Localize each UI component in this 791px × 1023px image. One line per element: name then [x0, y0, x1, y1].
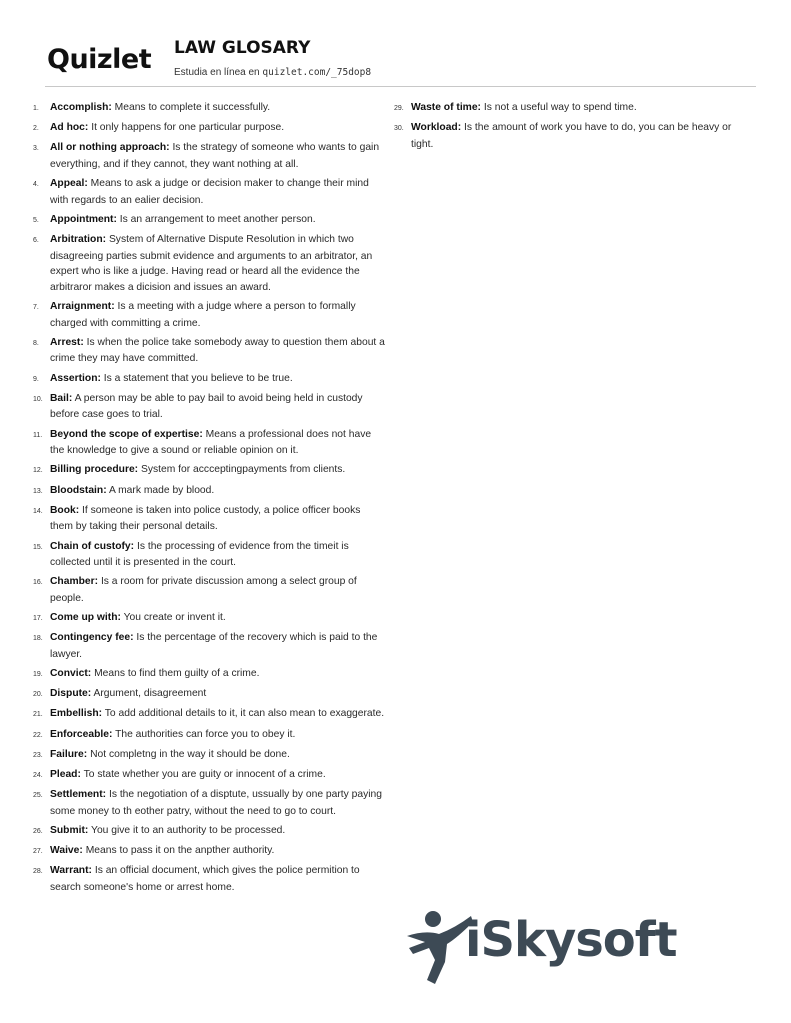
term-word: Arraignment: [50, 301, 115, 313]
subtitle-prefix: Estudia en línea en [174, 67, 263, 78]
term-definition: A person may be able to pay bail to avoid being held in custody before case goes to trial. [50, 392, 363, 421]
term-word: Convict: [50, 668, 92, 680]
watermark-text: iSkysoft [465, 912, 677, 968]
term-word: Bail: [50, 392, 73, 404]
glossary-term [33, 610, 385, 627]
term-definition: Is the strategy of someone who wants to gain everything, and if they cannot, they want nothing at all. [50, 142, 380, 170]
term-definition: Is an official document, which gives the police permition to search someone's home or arrest home. [50, 865, 360, 893]
term-definition: Is a statement that you believe to be true. [103, 372, 293, 384]
term-definition: To state whether you are guity or innocent of a crime. [83, 769, 326, 781]
term-number: 7. [33, 304, 39, 312]
term-word: Billing procedure: [50, 464, 139, 476]
glossary-term [394, 100, 744, 117]
term-definition: If someone is taken into police custody, a police officer books them by taking their personal details. [50, 504, 361, 533]
term-definition: A mark made by blood. [108, 484, 215, 496]
term-number: 22. [33, 731, 43, 739]
term-definition: It only happens for one particular purpose. [91, 122, 285, 134]
header-divider [45, 86, 756, 87]
term-number: 8. [33, 339, 39, 347]
term-word: Embellish: [50, 708, 103, 720]
glossary-term [33, 335, 385, 367]
term-definition: System of Alternative Dispute Resolution in which two disagreeing parties submit evidence and arguments to an arbitrator, an expert who is like a judge. Having read or heard all the evidence the arbitraror makes a dicision and issues an award. [50, 234, 373, 293]
glossary-term [33, 483, 385, 500]
glossary-term [33, 666, 385, 683]
term-number: 2. [33, 125, 39, 133]
term-definition: Is the percentage of the recovery which is paid to the lawyer. [50, 632, 378, 660]
glossary-term [33, 503, 385, 535]
term-word: Plead: [50, 769, 81, 781]
glossary-term [33, 232, 385, 295]
term-word: Enforceable: [50, 728, 113, 740]
term-definition: Is when the police take somebody away to question them about a crime they may have committed. [50, 336, 385, 365]
page-subtitle [174, 67, 371, 78]
term-word: Arbitration: [50, 234, 107, 246]
glossary-term [33, 823, 385, 840]
term-word: Chamber: [50, 576, 99, 588]
glossary-term [33, 574, 385, 606]
term-definition: Argument, disagreement [93, 688, 207, 700]
glossary-term [33, 539, 385, 571]
term-number: 1. [33, 105, 39, 112]
term-number: 18. [33, 635, 43, 643]
term-number: 26. [33, 828, 43, 835]
term-number: 20. [33, 691, 43, 699]
term-number: 11. [33, 431, 43, 439]
term-definition: To add additional details to it, it can also mean to exaggerate. [104, 708, 385, 720]
term-number: 25. [33, 792, 43, 800]
term-word: Dispute: [50, 688, 92, 700]
term-list-left [33, 100, 385, 899]
term-word: Workload: [411, 122, 462, 134]
glossary-term [33, 140, 385, 172]
term-number: 19. [33, 671, 43, 679]
term-number: 5. [33, 216, 39, 224]
term-word: Book: [50, 504, 80, 516]
term-definition: Is the processing of evidence from the timeit is collected until it is presented in the court. [50, 540, 349, 569]
glossary-term [33, 863, 385, 895]
glossary-term [33, 747, 385, 764]
term-number: 17. [33, 615, 43, 623]
term-number: 13. [33, 487, 43, 495]
term-definition: Is the amount of work you have to do, you can be heavy or tight. [411, 122, 732, 150]
term-definition: You create or invent it. [123, 612, 226, 624]
term-number: 28. [33, 868, 43, 876]
term-number: 3. [33, 145, 39, 153]
term-word: Come up with: [50, 612, 121, 624]
term-number: 29. [394, 105, 404, 112]
term-definition: Is the negotiation of a disptute, ussually by one party paying some money to th eother patry, without the need to go to court. [50, 789, 382, 817]
term-word: Ad hoc: [50, 122, 89, 134]
subtitle-url: quizlet.com/_75dop8 [262, 67, 372, 78]
glossary-term [33, 787, 385, 819]
term-definition: System for accceptingpayments from clients. [140, 464, 346, 476]
document-header [45, 38, 756, 86]
glossary-term [33, 299, 385, 331]
glossary-term [33, 767, 385, 784]
term-number: 30. [394, 125, 404, 133]
term-list-right [394, 100, 744, 156]
term-number: 23. [33, 751, 43, 759]
term-word: Settlement: [50, 789, 107, 801]
glossary-term [33, 843, 385, 860]
page-title: LAW GLOSARY [174, 38, 311, 58]
glossary-term [33, 462, 385, 479]
term-word: Waive: [50, 845, 83, 857]
glossary-term [33, 706, 385, 723]
term-number: 4. [33, 181, 39, 189]
term-word: Warrant: [50, 865, 92, 877]
term-definition: Is an arrangement to meet another person. [119, 213, 316, 225]
term-number: 21. [33, 711, 43, 719]
term-word: Contingency fee: [50, 632, 134, 644]
term-word: Assertion: [50, 372, 101, 384]
term-definition: Is a room for private discussion among a select group of people. [50, 576, 357, 604]
term-word: Accomplish: [50, 102, 112, 113]
term-definition: The authorities can force you to obey it. [115, 728, 296, 740]
glossary-term [33, 391, 385, 423]
term-number: 16. [33, 579, 43, 587]
term-word: Appeal: [50, 178, 88, 190]
glossary-term [33, 686, 385, 703]
term-definition: Means to ask a judge or decision maker to change their mind with regards to an ealier decision. [50, 178, 369, 206]
term-number: 15. [33, 543, 43, 551]
term-word: All or nothing approach: [50, 142, 170, 154]
glossary-term [394, 120, 744, 152]
term-definition: Means to find them guilty of a crime. [94, 668, 260, 680]
term-word: Arrest: [50, 336, 84, 348]
iskysoft-watermark [405, 908, 725, 988]
glossary-term [33, 100, 385, 117]
glossary-term [33, 212, 385, 229]
term-word: Submit: [50, 825, 89, 836]
glossary-term [33, 371, 385, 388]
term-definition: Means a professional does not have the knowledge to give a sound or reliable opinion on it. [50, 428, 372, 457]
glossary-term [33, 120, 385, 137]
term-word: Waste of time: [411, 102, 481, 113]
term-number: 9. [33, 375, 39, 383]
term-number: 27. [33, 848, 43, 856]
term-number: 14. [33, 507, 43, 515]
term-number: 24. [33, 772, 43, 780]
term-number: 12. [33, 467, 43, 475]
term-word: Appointment: [50, 213, 117, 225]
glossary-term [33, 427, 385, 459]
term-word: Failure: [50, 748, 88, 760]
term-word: Chain of custofy: [50, 540, 135, 552]
term-number: 6. [33, 237, 39, 245]
term-definition: Is a meeting with a judge where a person to formally charged with committing a crime. [50, 301, 356, 329]
term-definition: Means to pass it on the anpther authority. [85, 845, 275, 857]
term-definition: Means to complete it successfully. [114, 102, 271, 113]
glossary-term [33, 727, 385, 744]
quizlet-logo: Quizlet [47, 44, 152, 75]
term-definition: Not completng in the way it should be done. [90, 748, 290, 760]
glossary-term [33, 630, 385, 662]
term-word: Beyond the scope of expertise: [50, 428, 203, 440]
glossary-term [33, 176, 385, 208]
term-definition: Is not a useful way to spend time. [483, 102, 637, 113]
term-word: Bloodstain: [50, 484, 107, 496]
term-number: 10. [33, 395, 43, 403]
term-definition: You give it to an authority to be processed. [91, 825, 286, 836]
